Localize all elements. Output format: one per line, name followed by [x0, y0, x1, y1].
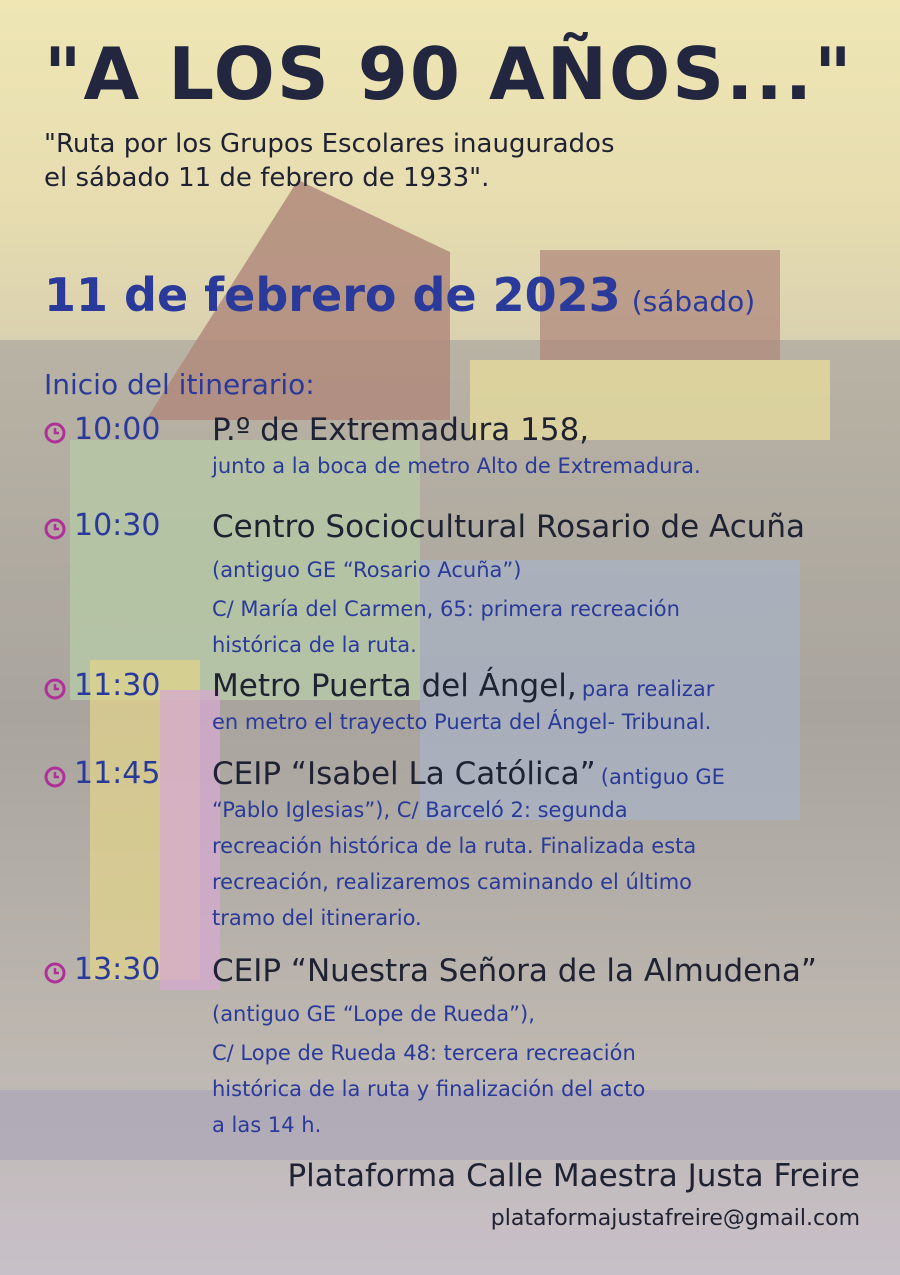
poster-title: "A LOS 90 AÑOS..." — [44, 32, 854, 116]
entry-place: CEIP “Nuestra Señora de la Almudena” — [212, 953, 817, 989]
entry-time: 11:45 — [74, 756, 161, 791]
entry-place: Centro Sociocultural Rosario de Acuña — [212, 509, 806, 545]
clock-icon — [44, 518, 66, 540]
clock-icon — [44, 766, 66, 788]
entry-description — [212, 756, 872, 936]
clock-icon — [44, 962, 66, 984]
entry-detail-line: histórica de la ruta. — [212, 633, 417, 657]
entry-detail-line: recreación, realizaremos caminando el último — [212, 870, 693, 894]
entry-description — [212, 508, 872, 663]
entry-time: 11:30 — [74, 668, 161, 703]
entry-detail-line: en metro el trayecto Puerta del Ángel- Tribunal. — [212, 710, 712, 734]
entry-detail-line: “Pablo Iglesias”), C/ Barceló 2: segunda — [212, 798, 628, 822]
entry-place: Metro Puerta del Ángel, — [212, 668, 577, 704]
entry-note: (antiguo GE “Lope de Rueda”), — [212, 1002, 535, 1026]
entry-detail-line: junto a la boca de metro Alto de Extremadura. — [212, 454, 701, 478]
entry-detail-line: recreación histórica de la ruta. Finalizada esta — [212, 834, 697, 858]
entry-description — [212, 412, 872, 484]
entry-note: (antiguo GE — [600, 765, 725, 789]
clock-icon — [44, 422, 66, 444]
event-date — [44, 268, 755, 322]
event-date-weekday: (sábado) — [631, 285, 756, 318]
entry-place: CEIP “Isabel La Católica” — [212, 756, 596, 792]
entry-detail-line: histórica de la ruta y finalización del acto — [212, 1077, 646, 1101]
entry-time: 13:30 — [74, 952, 161, 987]
itinerary-heading: Inicio del itinerario: — [44, 368, 315, 401]
subtitle-line-1: "Ruta por los Grupos Escolares inaugurados — [44, 129, 615, 159]
contact-email[interactable]: plataformajustafreire@gmail.com — [490, 1206, 860, 1231]
entry-description — [212, 952, 872, 1143]
subtitle-line-2: el sábado 11 de febrero de 1933". — [44, 163, 490, 193]
entry-description — [212, 668, 872, 740]
organization-name: Plataforma Calle Maestra Justa Freire — [287, 1158, 860, 1194]
entry-note: para realizar — [581, 677, 715, 701]
poster-subtitle — [44, 127, 864, 195]
entry-time: 10:00 — [74, 412, 161, 447]
entry-detail-line: tramo del itinerario. — [212, 906, 422, 930]
entry-note: (antiguo GE “Rosario Acuña”) — [212, 558, 522, 582]
entry-detail-line: a las 14 h. — [212, 1113, 322, 1137]
event-date-main: 11 de febrero de 2023 — [44, 268, 621, 322]
entry-detail-line: C/ Lope de Rueda 48: tercera recreación — [212, 1041, 636, 1065]
entry-detail-line: C/ María del Carmen, 65: primera recreación — [212, 597, 680, 621]
entry-place: P.º de Extremadura 158, — [212, 412, 590, 448]
clock-icon — [44, 678, 66, 700]
entry-time: 10:30 — [74, 508, 161, 543]
